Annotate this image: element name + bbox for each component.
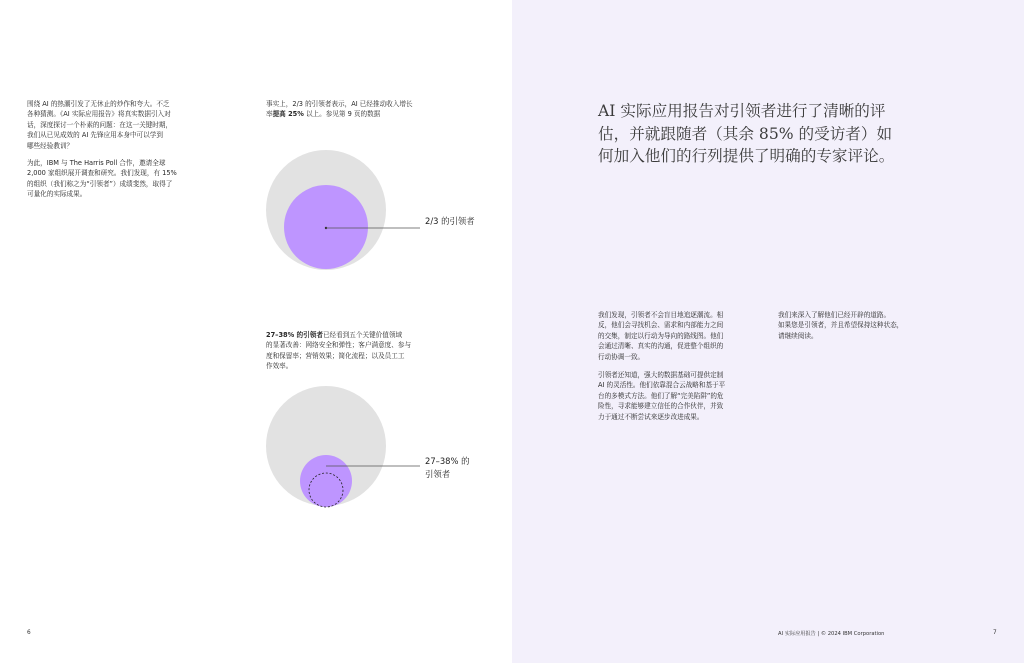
- right-body-paragraph-3: 我们来深入了解他们已经开辟的道路。 如果您是引领者，并且希望保持这种状态， 请继续阅读。: [778, 311, 904, 340]
- fact-1-highlight: 提高 25%: [272, 110, 304, 119]
- page-number-left: 6: [27, 630, 31, 636]
- fact-1-tail: 以上。参见第 9 页的数据: [303, 110, 381, 119]
- right-body-paragraph-1: 我们发现，引领者不会盲目地追逐潮流。相 反，他们会寻找机会、需求和内部能力之间 的交集，制定以行动为导向的路线图。他们 会通过清晰、真实的沟通，促进整个组织的 行动协调一致。: [598, 311, 724, 361]
- circle-38-percent: [300, 455, 352, 507]
- intro-paragraph-1: 围绕 AI 的热潮引发了无休止的炒作和夸大。不乏 各种猜测。《AI 实际应用报告》将真实数据引入对 话，深度探讨一个朴素的问题：在这一关键时期， 我们从已见成效的 AI 先锋应用本身中可以学到 哪些经验教训？: [27, 100, 173, 150]
- page-headline: AI 实际应用报告对引领者进行了清晰的评估，并就跟随者（其余 85% 的受访者）如何加入他们的行列提供了明确的专家评论。: [598, 102, 895, 165]
- page-number-right: 7: [993, 630, 997, 636]
- right-body-paragraph-2: 引领者还知道，强大的数据基础可提供定制 AI 的灵活性。他们依靠混合云战略和基于平 台的多模式方法。他们了解“完美陷阱”的危 险性，寻求能够建立信任的合作伙伴，并致 力于通过不断尝试来逐步改进成果。: [598, 371, 726, 421]
- fact-2-highlight: 27–38% 的引领者: [266, 331, 323, 339]
- fact-1-text: 事实上，2/3 的引领者表示，AI 已经推动收入增长 率: [266, 100, 413, 119]
- intro-paragraph-2: 为此，IBM 与 The Harris Poll 合作，邀请全球 2,000 家组织展开调查和研究。我们发现，有 15% 的组织（我们称之为“引领者”）成绩斐然，取得了 可量化的实际成果。: [27, 159, 177, 199]
- fact-2-text: 已经看到五个关键价值领域 的显著改善：网络安全和弹性；客户满意度、参与 度和保留率；营销效果；简化流程；以及员工工 作效率。: [266, 331, 412, 371]
- circle-label-27-38: 27–38% 的 引领者: [425, 456, 470, 479]
- report-footer: AI 实际应用报告 | © 2024 IBM Corporation: [778, 631, 885, 637]
- circle-label-two-thirds: 2/3 的引领者: [425, 216, 475, 226]
